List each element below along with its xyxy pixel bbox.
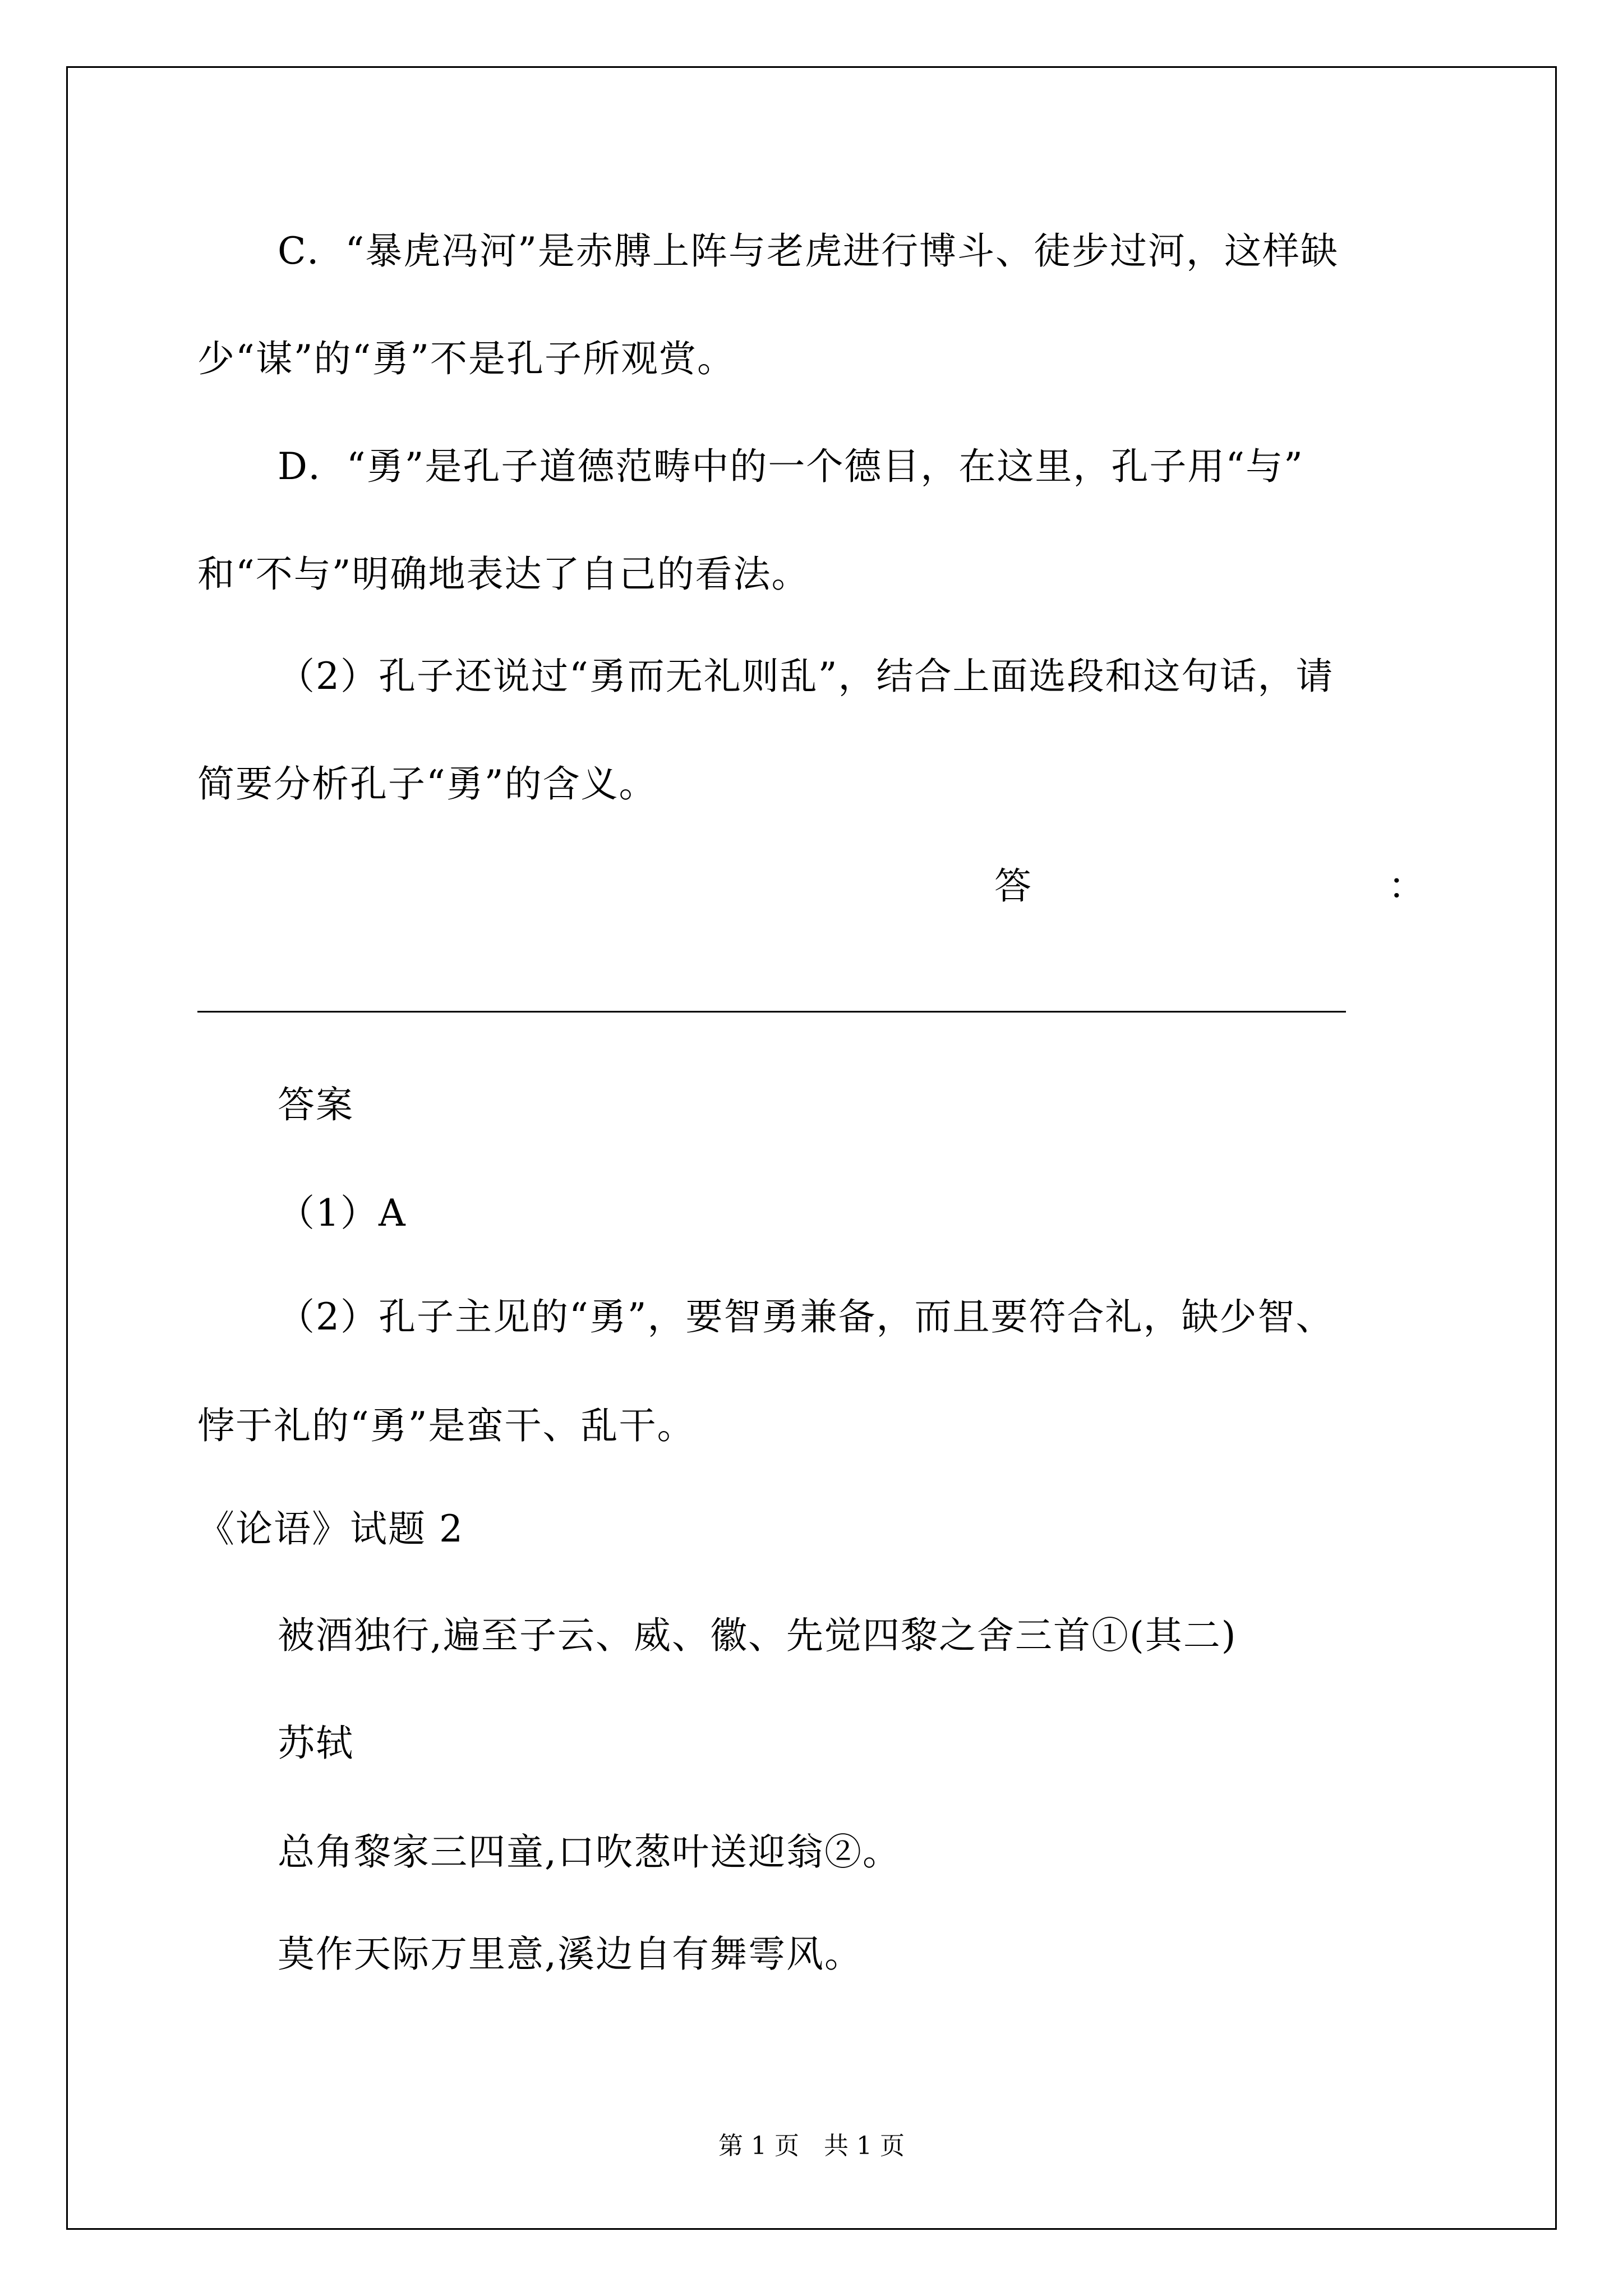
option-d-line-1: D．“勇”是孔子道德范畴中的一个德目，在这里，孔子用“与” (278, 445, 1304, 488)
page-border (66, 66, 1557, 2230)
page-footer: 第 1 页 共 1 页 (718, 2132, 905, 2160)
poem-author: 苏轼 (278, 1722, 354, 1765)
answer-colon: ： (1388, 864, 1425, 908)
poem-line-1: 总角黎家三四童,口吹葱叶送迎翁②。 (278, 1830, 901, 1874)
answer-2-line-2: 悖于礼的“勇”是蛮干、乱干。 (197, 1404, 695, 1447)
answer-1: （1）A (278, 1191, 407, 1235)
question-2-line-1: （2）孔子还说过“勇而无礼则乱”，结合上面选段和这句话，请 (278, 655, 1334, 698)
section-title: 《论语》试题 2 (197, 1507, 464, 1550)
option-c-line-1: C．“暴虎冯河”是赤膊上阵与老虎进行博斗、徒步过河，这样缺 (278, 229, 1339, 273)
answer-heading: 答案 (278, 1083, 354, 1126)
poem-title: 被酒独行,遍至子云、威、徽、先觉四黎之舍三首①(其二) (278, 1614, 1237, 1657)
option-c-line-2: 少“谋”的“勇”不是孔子所观赏。 (197, 337, 735, 380)
poem-line-2: 莫作天际万里意,溪边自有舞雩风。 (278, 1932, 863, 1976)
answer-label: 答 (994, 864, 1031, 908)
answer-2-line-1: （2）孔子主见的“勇”，要智勇兼备，而且要符合礼，缺少智、 (278, 1295, 1334, 1338)
option-d-line-2: 和“不与”明确地表达了自己的看法。 (197, 553, 810, 596)
question-2-line-2: 简要分析孔子“勇”的含义。 (197, 762, 657, 806)
answer-blank-line (197, 1011, 1346, 1013)
